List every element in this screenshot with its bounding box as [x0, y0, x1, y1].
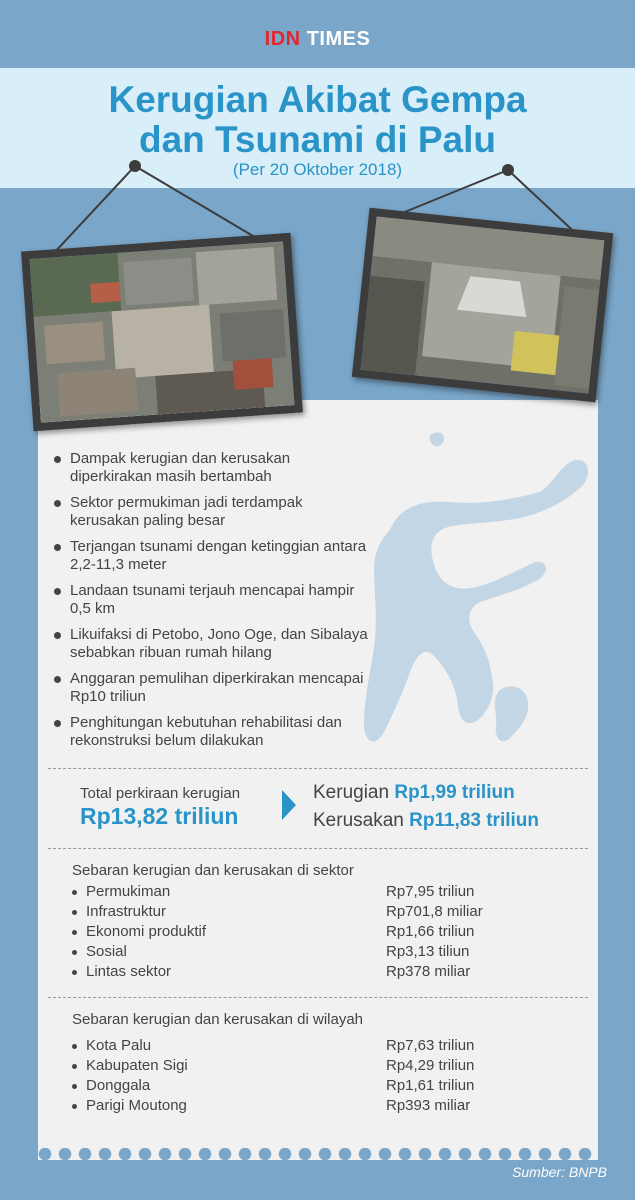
table-row [72, 883, 512, 903]
row-name: Kota Palu [86, 1037, 152, 1054]
table-row [72, 943, 512, 963]
row-name: Permukiman [86, 883, 171, 900]
sektor-list [72, 883, 512, 983]
source-credit: Sumber: BNPB [512, 1164, 607, 1180]
kerugian-label: Kerugian [313, 782, 390, 803]
list-item: Dampak kerugian dan kerusakan diperkirakan masih bertambah [48, 450, 368, 486]
list-item: Likuifaksi di Petobo, Jono Oge, dan Sibalaya sebabkan ribuan rumah hilang [48, 626, 368, 662]
row-name: Ekonomi produktif [86, 923, 207, 940]
divider [48, 768, 588, 769]
row-value: Rp3,13 tiliun [386, 943, 470, 960]
row-value: Rp7,95 triliun [386, 883, 475, 900]
kerusakan-line [313, 810, 539, 832]
earthquake-rubble-photo [21, 233, 303, 431]
row-name: Lintas sektor [86, 963, 172, 980]
sektor-title: Sebaran kerugian dan kerusakan di sektor [72, 862, 354, 879]
row-value: Rp1,66 triliun [386, 923, 475, 940]
kerusakan-label: Kerusakan [313, 810, 404, 831]
logo-times: TIMES [306, 28, 371, 50]
table-row [72, 1037, 512, 1057]
list-item: Terjangan tsunami dengan ketinggian antara 2,2-11,3 meter [48, 538, 368, 574]
damaged-building-photo [352, 208, 613, 403]
logo-idn: IDN [264, 28, 301, 50]
total-value: Rp13,82 triliun [80, 803, 239, 829]
sulawesi-map-icon [350, 420, 600, 760]
row-name: Kabupaten Sigi [86, 1057, 188, 1074]
row-name: Donggala [86, 1077, 151, 1094]
row-name: Sosial [86, 943, 127, 960]
kerugian-value: Rp1,99 triliun [394, 782, 515, 803]
table-row [72, 1077, 512, 1097]
row-value: Rp7,63 triliun [386, 1037, 475, 1054]
row-value: Rp1,61 triliun [386, 1077, 475, 1094]
row-name: Parigi Moutong [86, 1097, 187, 1114]
key-facts-list [48, 450, 368, 758]
table-row [72, 963, 512, 983]
row-value: Rp4,29 triliun [386, 1057, 475, 1074]
subtitle: (Per 20 Oktober 2018) [232, 160, 403, 179]
divider [48, 848, 588, 849]
wilayah-list [72, 1037, 512, 1117]
wilayah-title: Sebaran kerugian dan kerusakan di wilayah [72, 1011, 364, 1028]
table-row [72, 923, 512, 943]
kerugian-line [313, 782, 515, 804]
arrow-right-icon [282, 790, 296, 820]
table-row [72, 903, 512, 923]
total-label: Total perkiraan kerugian [80, 785, 241, 802]
list-item: Anggaran pemulihan diperkirakan mencapai Rp10 triliun [48, 670, 368, 706]
nail-icon [502, 164, 514, 176]
row-name: Infrastruktur [86, 903, 167, 920]
row-value: Rp701,8 miliar [386, 903, 483, 920]
list-item: Landaan tsunami terjauh mencapai hampir 0,5 km [48, 582, 368, 618]
table-row [72, 1097, 512, 1117]
list-item: Sektor permukiman jadi terdampak kerusakan paling besar [48, 494, 368, 530]
list-item: Penghitungan kebutuhan rehabilitasi dan rekonstruksi belum dilakukan [48, 714, 368, 750]
row-value: Rp393 miliar [386, 1097, 471, 1114]
title-line-1: Kerugian Akibat Gempa [108, 79, 527, 120]
divider [48, 997, 588, 998]
card-bottom-edge [38, 1148, 598, 1160]
table-row [72, 1057, 512, 1077]
kerusakan-value: Rp11,83 triliun [409, 810, 539, 831]
row-value: Rp378 miliar [386, 963, 471, 980]
nail-icon [129, 160, 141, 172]
title-line-2: dan Tsunami di Palu [138, 119, 497, 160]
